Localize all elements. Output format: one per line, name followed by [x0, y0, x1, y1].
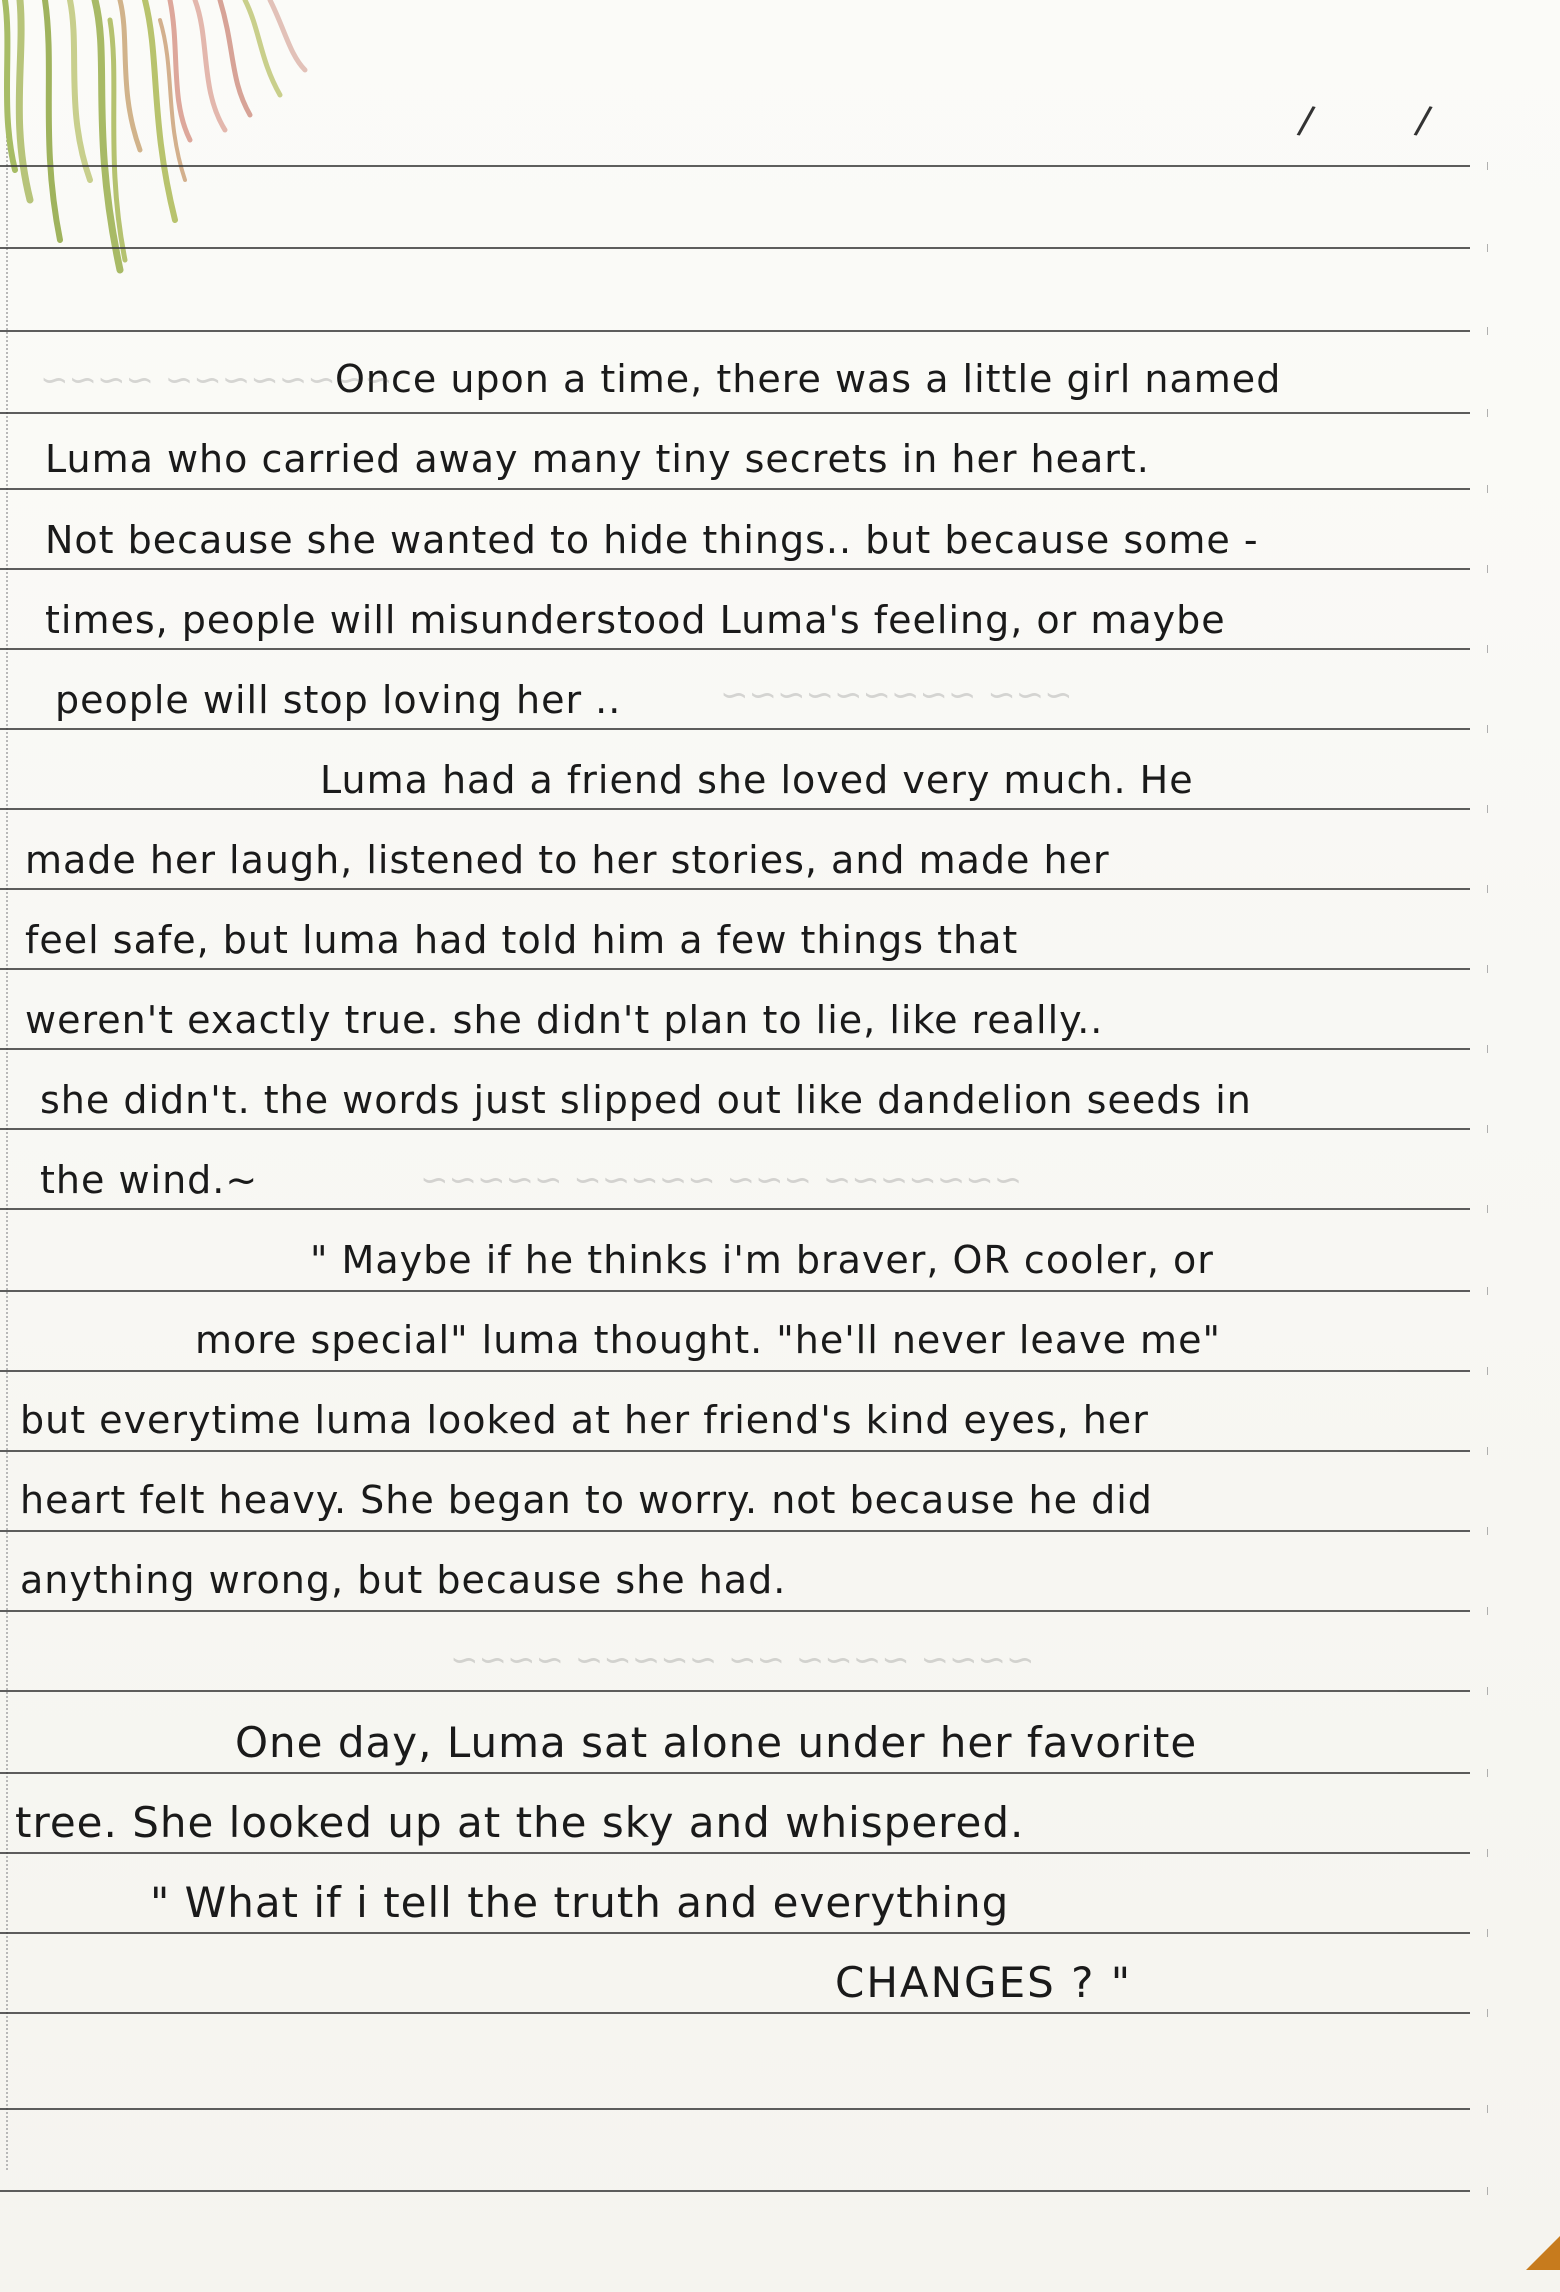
story-line: Once upon a time, there was a little girl named [335, 357, 1282, 401]
story-line: CHANGES ? " [835, 1958, 1133, 2007]
story-line: the wind.~ [40, 1158, 259, 1202]
story-line: " What if i tell the truth and everything [150, 1878, 1010, 1927]
page-perforation [6, 120, 10, 2170]
story-line: made her laugh, listened to her stories, and made her [25, 838, 1110, 882]
date-field [1295, 97, 1435, 143]
ruled-line [0, 330, 1470, 332]
story-line: feel safe, but luma had told him a few things that [25, 918, 1019, 962]
date-slash-2: / [1412, 97, 1435, 143]
story-line: weren't exactly true. she didn't plan to lie, like really.. [25, 998, 1104, 1042]
ruled-line [0, 2190, 1470, 2192]
story-line: " Maybe if he thinks i'm braver, OR cooler, or [310, 1238, 1214, 1282]
story-line: times, people will misunderstood Luma's feeling, or maybe [45, 598, 1226, 642]
story-line: more special" luma thought. "he'll never leave me" [195, 1318, 1221, 1362]
ruled-line [0, 165, 1470, 167]
corner-tab [1526, 2236, 1560, 2270]
story-line: Not because she wanted to hide things.. but because some - [45, 518, 1259, 562]
story-line: Luma who carried away many tiny secrets in her heart. [45, 437, 1150, 481]
story-line: she didn't. the words just slipped out like dandelion seeds in [40, 1078, 1252, 1122]
ruled-line [0, 2108, 1470, 2110]
ruled-line [0, 247, 1470, 249]
story-line: tree. She looked up at the sky and whispered. [15, 1798, 1025, 1847]
show-through-texture: ~~~~ ~~~~ ~~ ~~~~~ ~~~~ [450, 1640, 1035, 1680]
story-line: people will stop loving her .. [55, 678, 622, 722]
story-line: but everytime luma looked at her friend's kind eyes, her [20, 1398, 1149, 1442]
story-line: One day, Luma sat alone under her favorite [235, 1718, 1198, 1767]
date-slash-1: / [1295, 97, 1318, 143]
ruled-line [0, 1690, 1470, 1692]
show-through-texture: ~~~~~~~ ~~~ ~~~~~ ~~~~~ [420, 1160, 1023, 1200]
story-line: heart felt heavy. She began to worry. not because he did [20, 1478, 1153, 1522]
story-line: anything wrong, but because she had. [20, 1558, 787, 1602]
show-through-texture: ~~~ ~~~~~~~~~ [720, 675, 1073, 715]
story-line: Luma had a friend she loved very much. He [320, 758, 1194, 802]
show-through-texture: ~~~~~~~~ ~~~~ [40, 360, 393, 400]
